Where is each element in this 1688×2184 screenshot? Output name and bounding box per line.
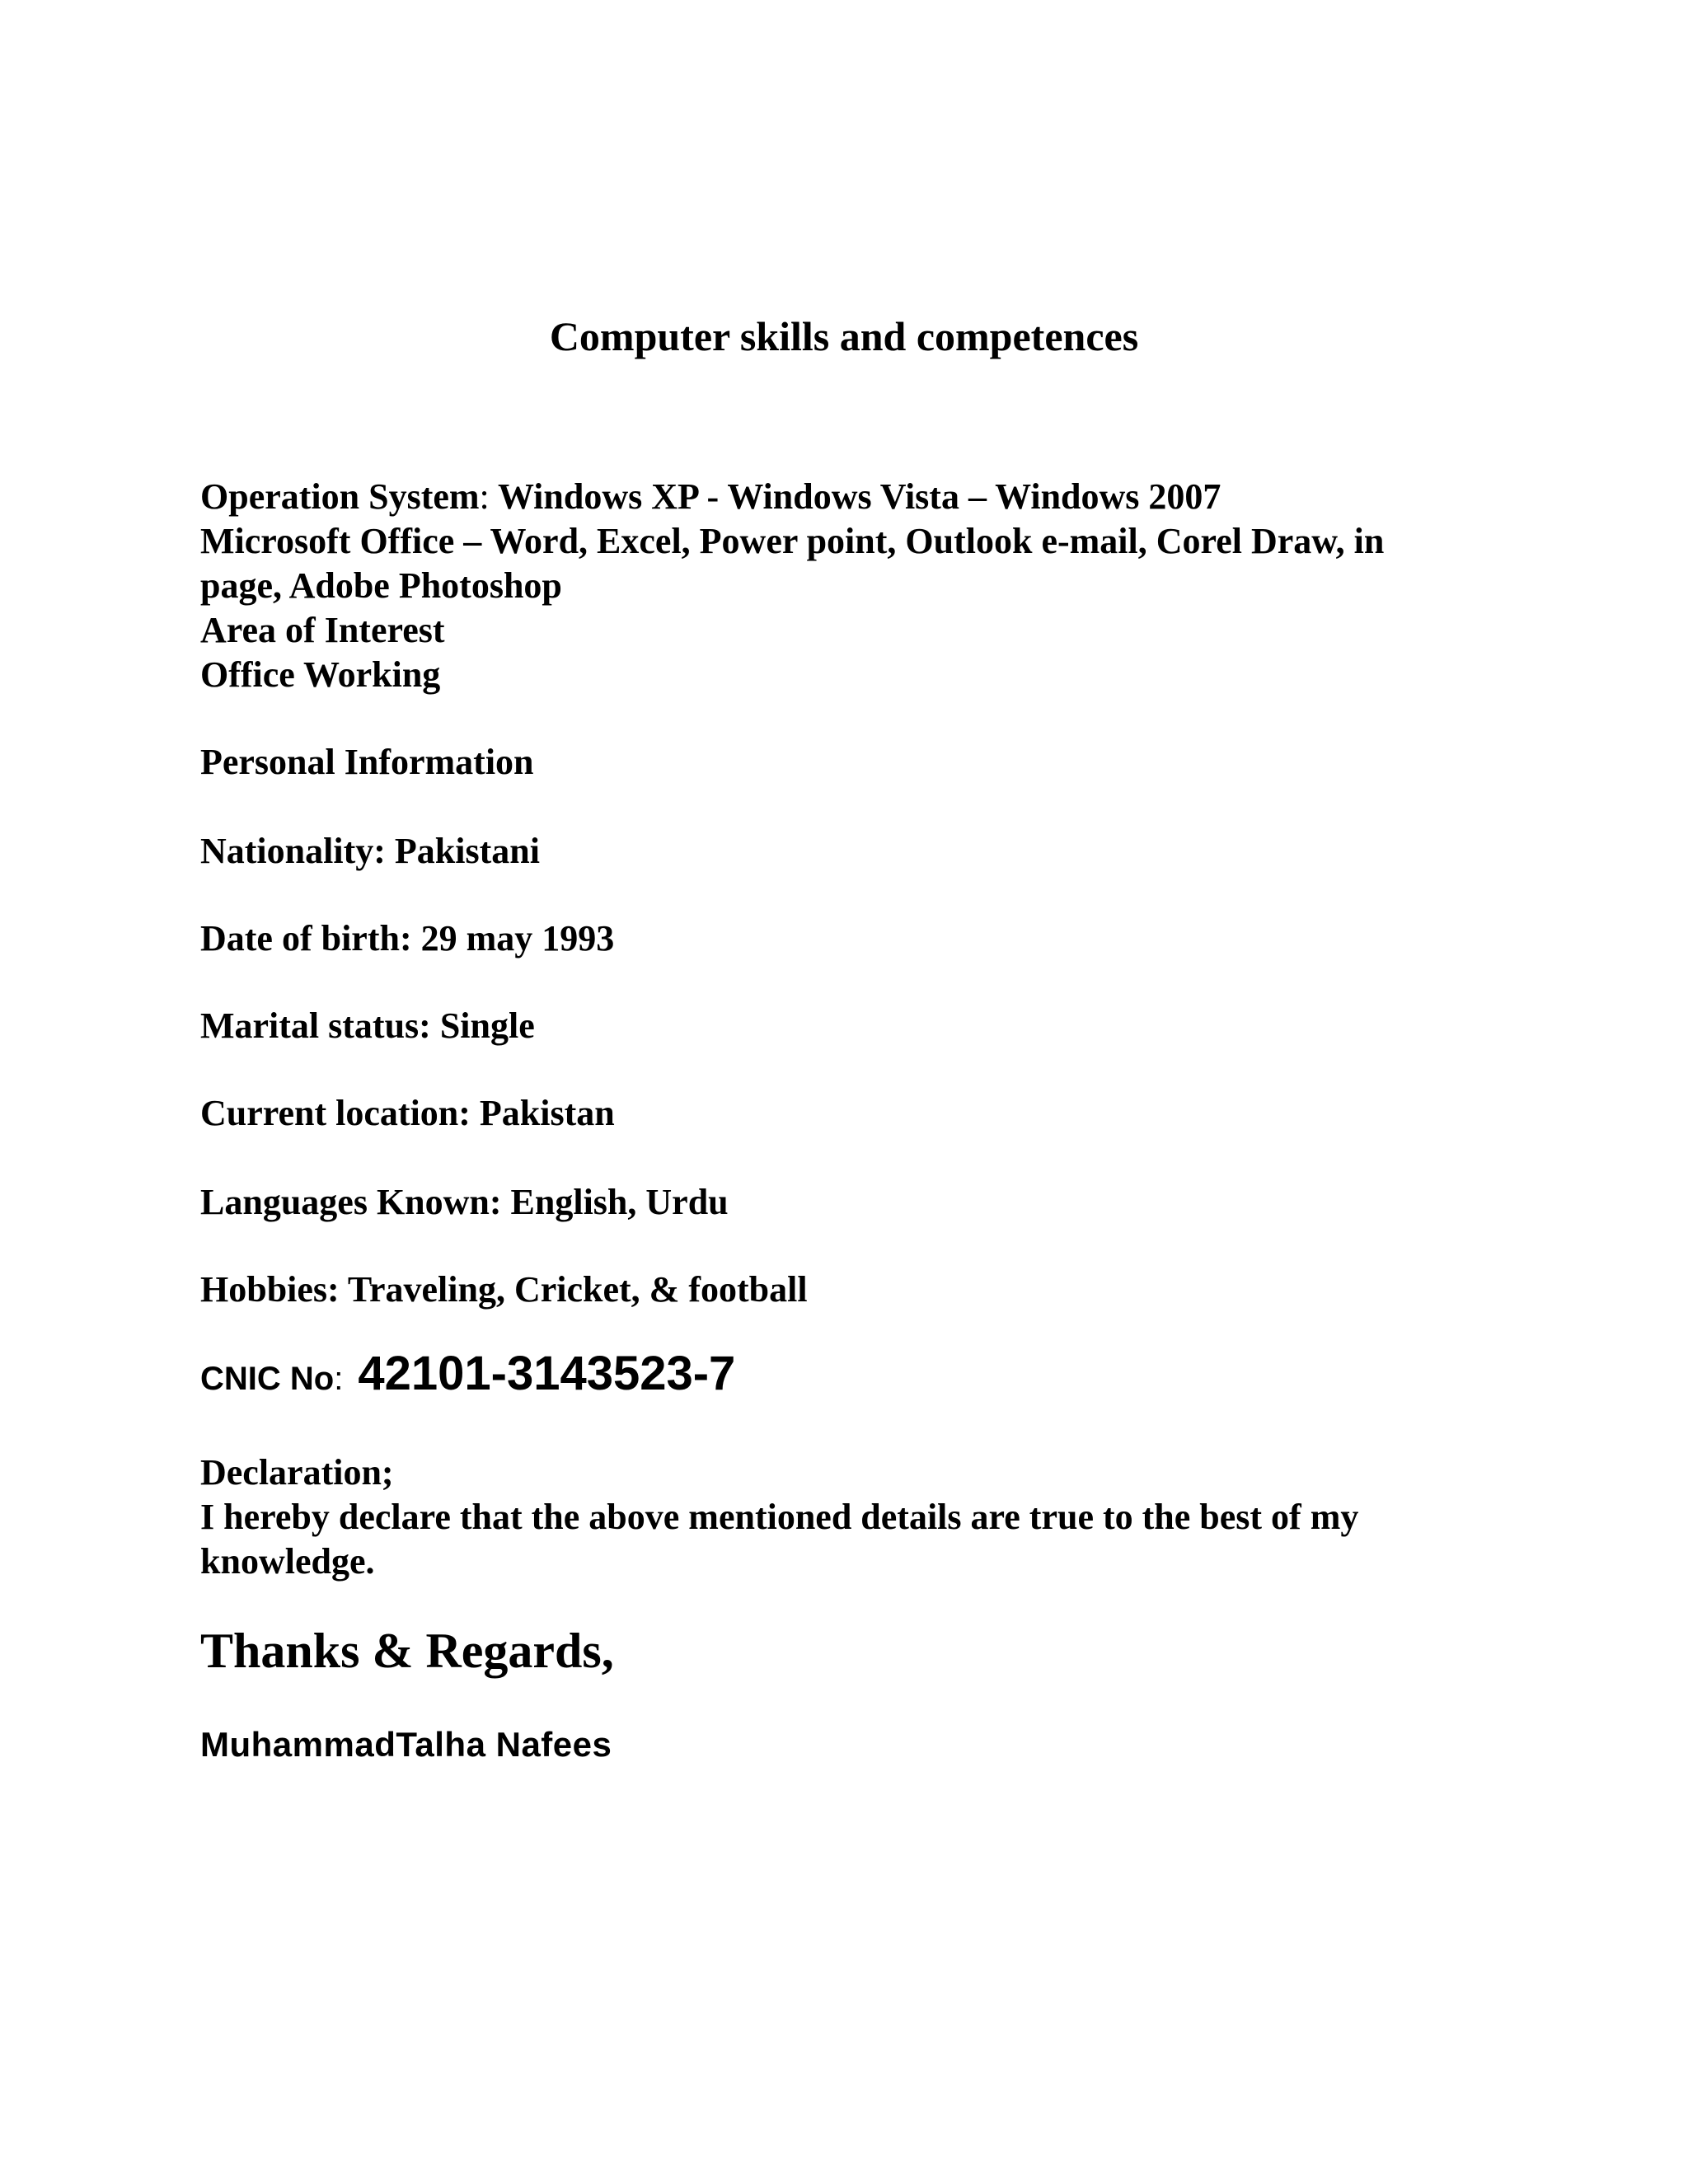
thanks-regards: Thanks & Regards, xyxy=(200,1624,614,1678)
os-separator: : xyxy=(479,476,490,517)
office-line-1: Microsoft Office – Word, Excel, Power point, Outlook e-mail, Corel Draw, in xyxy=(200,521,1385,561)
marital-status: Marital status: Single xyxy=(200,1005,535,1046)
declaration-heading: Declaration; xyxy=(200,1452,394,1493)
os-value: Windows XP - Windows Vista – Windows 2007 xyxy=(489,476,1221,517)
declaration-line-2: knowledge. xyxy=(200,1541,375,1582)
nationality: Nationality: Pakistani xyxy=(200,831,540,871)
area-of-interest-value: Office Working xyxy=(200,654,441,695)
signature-name: MuhammadTalha Nafees xyxy=(200,1725,612,1764)
current-location: Current location: Pakistan xyxy=(200,1093,615,1133)
personal-info-heading: Personal Information xyxy=(200,742,534,782)
cnic-line xyxy=(200,1347,1519,1401)
hobbies: Hobbies: Traveling, Cricket, & football xyxy=(200,1269,808,1310)
declaration-line-1: I hereby declare that the above mentioned details are true to the best of my xyxy=(200,1497,1359,1537)
area-of-interest-label: Area of Interest xyxy=(200,610,445,650)
date-of-birth: Date of birth: 29 may 1993 xyxy=(200,918,615,958)
office-line-2: page, Adobe Photoshop xyxy=(200,565,562,606)
os-line xyxy=(200,475,1519,519)
cnic-value: 42101-3143523-7 xyxy=(358,1347,736,1400)
page-title: Computer skills and competences xyxy=(549,313,1139,359)
languages-known: Languages Known: English, Urdu xyxy=(200,1182,729,1222)
cnic-label: CNIC No xyxy=(200,1361,335,1397)
os-label: Operation System xyxy=(200,476,480,517)
cnic-separator: : xyxy=(334,1361,344,1397)
